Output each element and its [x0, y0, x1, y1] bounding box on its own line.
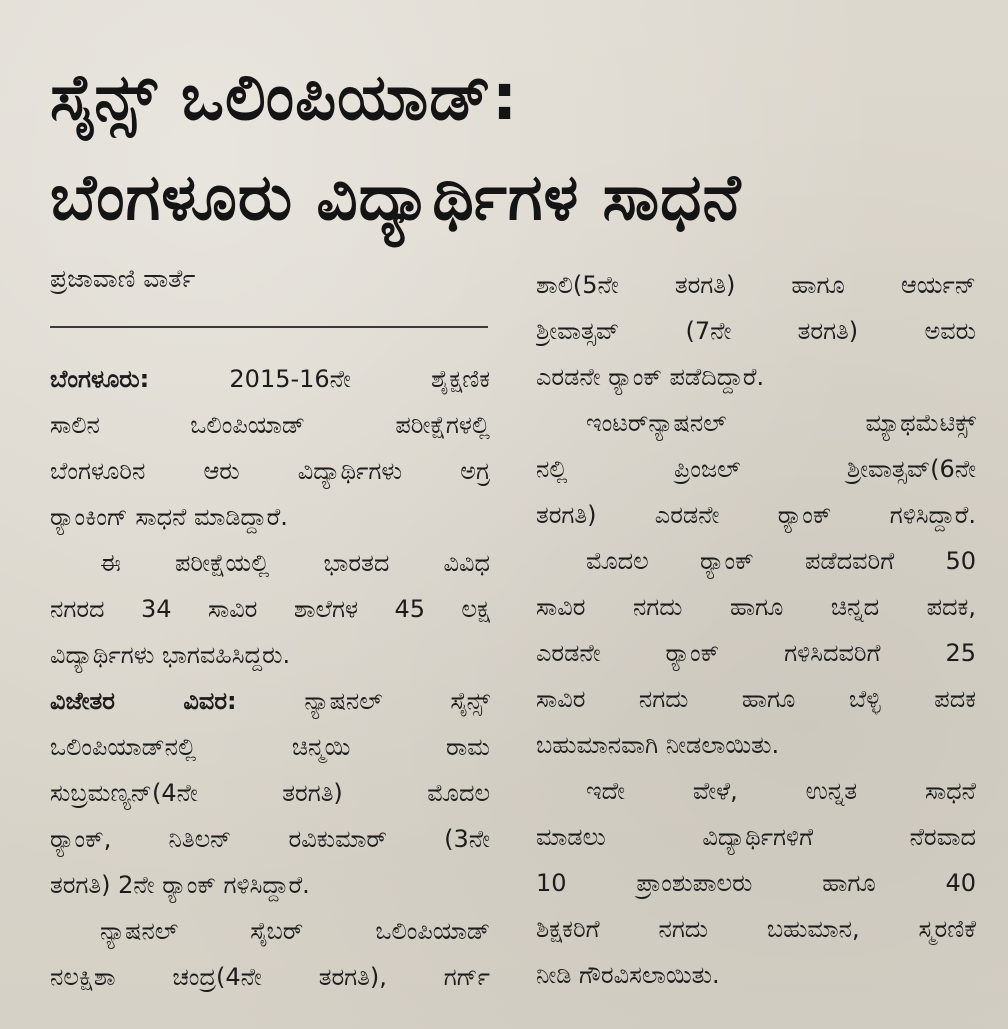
text-line: ರ್‍ಯಾಂಕ್, ನಿತಿಲನ್ ರವಿಕುಮಾರ್ (3ನೇ [50, 825, 490, 853]
headline-line-1: ಸೈನ್ಸ್ ಒಲಿಂಪಿಯಾಡ್: [50, 61, 519, 135]
text-line: ತರಗತಿ) ಎರಡನೇ ರ್‍ಯಾಂಕ್ ಗಳಿಸಿದ್ದಾರೆ. [536, 501, 976, 529]
text-line: ಎರಡನೇ ರ್‍ಯಾಂಕ್ ಪಡೆದಿದ್ದಾರೆ. [536, 363, 765, 391]
text-line: ಸಾಲಿನ ಒಲಿಂಪಿಯಾಡ್ ಪರೀಕ್ಷೆಗಳಲ್ಲಿ [50, 411, 490, 439]
text-line: ಎರಡನೇ ರ್‍ಯಾಂಕ್ ಗಳಿಸಿದವರಿಗೆ 25 [536, 639, 976, 667]
article-column-right [536, 262, 976, 998]
text-line: ನೀಡಿ ಗೌರವಿಸಲಾಯಿತು. [536, 961, 720, 989]
text-line: 10 ಪ್ರಾಂಶುಪಾಲರು ಹಾಗೂ 40 [536, 869, 976, 897]
lead-in: ಬೆಂಗಳೂರು: [50, 365, 150, 393]
text-line: ಮಾಡಲು ವಿದ್ಯಾರ್ಥಿಗಳಿಗೆ ನೆರವಾದ [536, 823, 976, 851]
byline: ಪ್ರಜಾವಾಣಿ ವಾರ್ತೆ [50, 264, 196, 293]
text-line: ವಿಜೇತರ ವಿವರ: ನ್ಯಾಷನಲ್ ಸೈನ್ಸ್ [50, 687, 490, 715]
text-line: ನಗರದ 34 ಸಾವಿರ ಶಾಲೆಗಳ 45 ಲಕ್ಷ [50, 595, 490, 623]
headline-line-2: ಬೆಂಗಳೂರು ವಿದ್ಯಾರ್ಥಿಗಳ ಸಾಧನೆ [50, 161, 742, 235]
text-line: ಈ ಪರೀಕ್ಷೆಯಲ್ಲಿ ಭಾರತದ ವಿವಿಧ [100, 549, 490, 577]
text-line: ಸಾವಿರ ನಗದು ಹಾಗೂ ಚಿನ್ನದ ಪದಕ, [536, 593, 976, 621]
text-line: ವಿದ್ಯಾರ್ಥಿಗಳು ಭಾಗವಹಿಸಿದ್ದರು. [50, 641, 291, 669]
text-line: ರ್‍ಯಾಂಕಿಂಗ್ ಸಾಧನೆ ಮಾಡಿದ್ದಾರೆ. [50, 503, 288, 531]
lead-in: ವಿಜೇತರ ವಿವರ: [50, 687, 237, 715]
text-line: ಬಹುಮಾನವಾಗಿ ನೀಡಲಾಯಿತು. [536, 731, 780, 759]
text-line: ಇಂಟರ್‌ನ್ಯಾಷನಲ್ ಮ್ಯಾಥಮೆಟಿಕ್ಸ್ [586, 409, 976, 437]
article-headline [50, 48, 980, 248]
text-line: ಶ್ರೀವಾತ್ಸವ್ (7ನೇ ತರಗತಿ) ಅವರು [536, 317, 976, 345]
text-line: ಶಿಕ್ಷಕರಿಗೆ ನಗದು ಬಹುಮಾನ, ಸ್ಮರಣಿಕೆ [536, 915, 976, 943]
text-line: ಇದೇ ವೇಳೆ, ಉನ್ನತ ಸಾಧನೆ [586, 777, 976, 805]
text-line: ಬೆಂಗಳೂರಿನ ಆರು ವಿದ್ಯಾರ್ಥಿಗಳು ಅಗ್ರ [50, 457, 490, 485]
byline-divider [50, 326, 488, 328]
text-line: ನ್ಯಾಷನಲ್ ಸೈಬರ್ ಒಲಿಂಪಿಯಾಡ್ [100, 917, 490, 945]
text-line: ತರಗತಿ) 2ನೇ ರ್‍ಯಾಂಕ್ ಗಳಿಸಿದ್ದಾರೆ. [50, 871, 310, 899]
text-line: ಒಲಿಂಪಿಯಾಡ್‌ನಲ್ಲಿ ಚಿನ್ಮಯಿ ರಾಮ [50, 733, 490, 761]
article-column-left [50, 356, 490, 1000]
text-line: ಬೆಂಗಳೂರು: 2015-16ನೇ ಶೈಕ್ಷಣಿಕ [50, 365, 490, 393]
text-line: ನಲಕ್ಷಿಶಾ ಚಂದ್ರ(4ನೇ ತರಗತಿ), ಗರ್ಗ್ [50, 963, 490, 991]
text-line: ಶಾಲಿ(5ನೇ ತರಗತಿ) ಹಾಗೂ ಆರ್ಯನ್ [536, 271, 976, 299]
text-line: ಸಾವಿರ ನಗದು ಹಾಗೂ ಬೆಳ್ಳಿ ಪದಕ [536, 685, 976, 713]
text-line: ಸುಬ್ರಮಣ್ಯನ್(4ನೇ ತರಗತಿ) ಮೊದಲ [50, 779, 490, 807]
text-line: ಮೊದಲ ರ್‍ಯಾಂಕ್ ಪಡೆದವರಿಗೆ 50 [586, 547, 976, 575]
text-line: ನಲ್ಲಿ ಪ್ರಿಂಜಲ್ ಶ್ರೀವಾತ್ಸವ್(6ನೇ [536, 455, 976, 483]
